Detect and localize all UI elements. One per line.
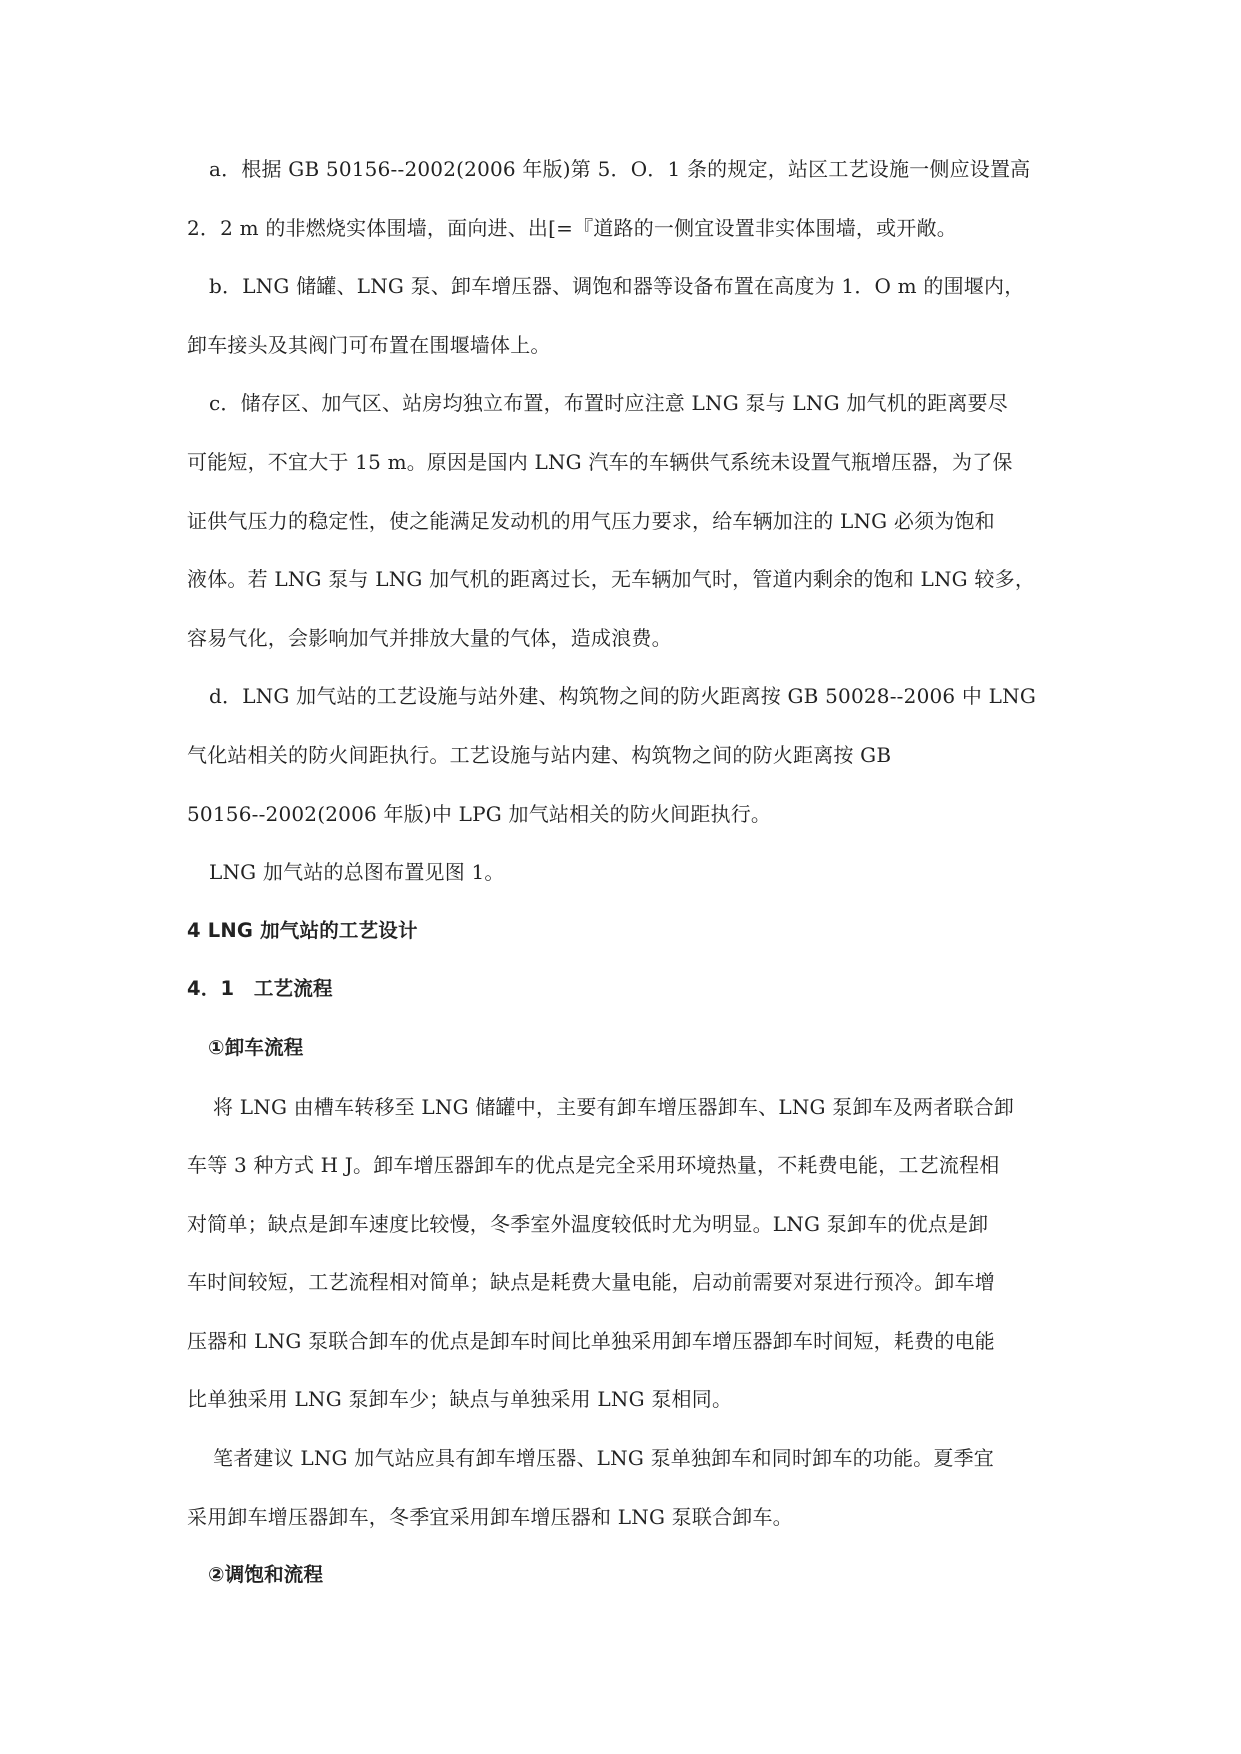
paragraph-line: 容易气化，会影响加气并排放大量的气体，造成浪费。 xyxy=(187,625,672,650)
paragraph-line: 笔者建议 LNG 加气站应具有卸车增压器、LNG 泵单独卸车和同时卸车的功能。夏季宜 xyxy=(213,1446,994,1471)
section-heading: 4 LNG 加气站的工艺设计 xyxy=(187,918,418,942)
paragraph-line: 对简单；缺点是卸车速度比较慢，冬季室外温度较低时尤为明显。LNG 泵卸车的优点是卸 xyxy=(187,1211,989,1236)
paragraph-line: 卸车接头及其阀门可布置在围堰墙体上。 xyxy=(187,332,551,357)
section-heading: ②调饱和流程 xyxy=(208,1563,324,1587)
paragraph-line: b．LNG 储罐、LNG 泵、卸车增压器、调饱和器等设备布置在高度为 1．O m 的围堰内， xyxy=(209,274,1025,299)
paragraph-line: 2．2 m 的非燃烧实体围墙，面向进、出[=『道路的一侧宜设置非实体围墙，或开敞。 xyxy=(187,215,957,240)
paragraph-line: 证供气压力的稳定性，使之能满足发动机的用气压力要求，给车辆加注的 LNG 必须为饱和 xyxy=(187,508,995,533)
paragraph-line: 车时间较短，工艺流程相对简单；缺点是耗费大量电能，启动前需要对泵进行预冷。卸车增 xyxy=(187,1270,995,1295)
paragraph-line: 液体。若 LNG 泵与 LNG 加气机的距离过长，无车辆加气时，管道内剩余的饱和 LNG 较多， xyxy=(187,567,1036,592)
paragraph-line: LNG 加气站的总图布置见图 1。 xyxy=(209,860,505,885)
paragraph-line: 将 LNG 由槽车转移至 LNG 储罐中，主要有卸车增压器卸车、LNG 泵卸车及两者联合卸 xyxy=(213,1094,1015,1119)
paragraph-line: 采用卸车增压器卸车，冬季宜采用卸车增压器和 LNG 泵联合卸车。 xyxy=(187,1504,793,1529)
paragraph-line: d．LNG 加气站的工艺设施与站外建、构筑物之间的防火距离按 GB 50028--2006 中 LNG xyxy=(209,684,1037,709)
paragraph-line: 气化站相关的防火间距执行。工艺设施与站内建、构筑物之间的防火距离按 GB xyxy=(187,742,892,767)
section-heading: ①卸车流程 xyxy=(208,1035,304,1059)
paragraph-line: 可能短，不宜大于 15 m。原因是国内 LNG 汽车的车辆供气系统未设置气瓶增压器，为了保 xyxy=(187,449,1013,474)
paragraph-line: 50156--2002(2006 年版)中 LPG 加气站相关的防火间距执行。 xyxy=(187,801,772,826)
paragraph-line: 比单独采用 LNG 泵卸车少；缺点与单独采用 LNG 泵相同。 xyxy=(187,1387,733,1412)
section-heading: 4．1 工艺流程 xyxy=(187,977,333,1001)
paragraph-line: 压器和 LNG 泵联合卸车的优点是卸车时间比单独采用卸车增压器卸车时间短，耗费的电能 xyxy=(187,1328,995,1353)
paragraph-line: 车等 3 种方式 H J。卸车增压器卸车的优点是完全采用环境热量，不耗费电能，工艺流程相 xyxy=(187,1153,1000,1178)
paragraph-line: a．根据 GB 50156--2002(2006 年版)第 5．O．1 条的规定，站区工艺设施一侧应设置高 xyxy=(209,157,1031,181)
document-page xyxy=(187,140,1057,1605)
paragraph-line: c．储存区、加气区、站房均独立布置，布置时应注意 LNG 泵与 LNG 加气机的距离要尽 xyxy=(209,391,1008,416)
document-body xyxy=(187,140,1057,1605)
